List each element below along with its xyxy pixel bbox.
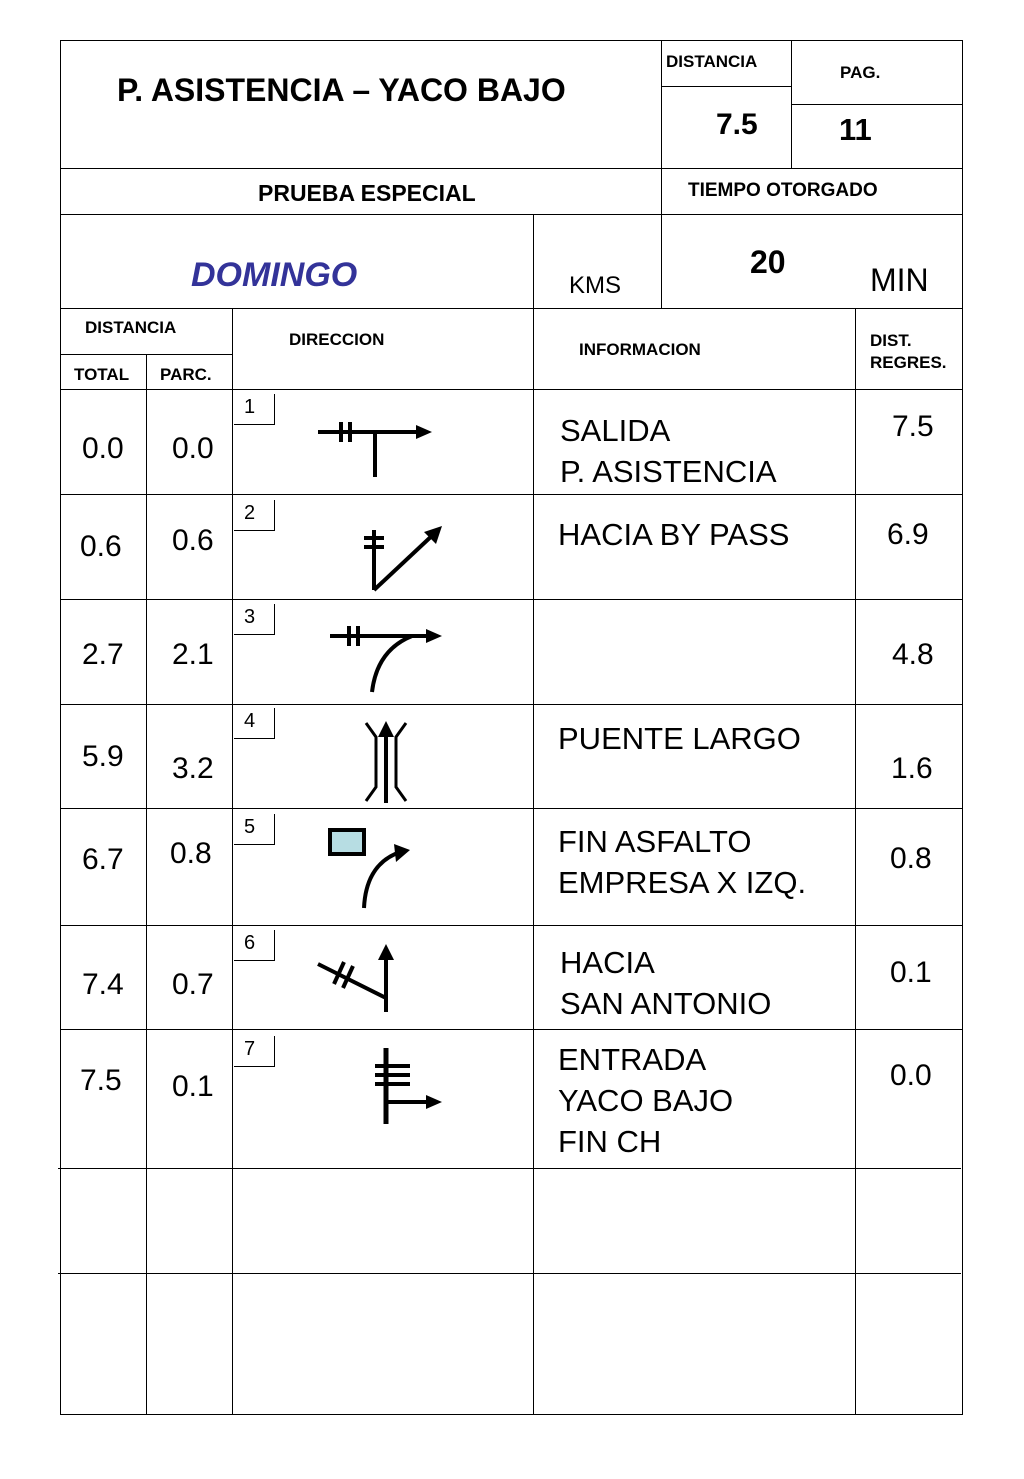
row-6-parc: 0.7	[172, 968, 214, 1001]
divider	[60, 494, 963, 495]
row-2-info	[558, 514, 789, 555]
row-5-total: 6.7	[82, 843, 124, 876]
divider	[533, 308, 534, 1415]
row-2-number-box	[234, 500, 275, 531]
row-7-number: 7	[244, 1038, 256, 1060]
distance-value: 7.5	[716, 108, 758, 141]
col-informacion: INFORMACION	[579, 340, 701, 359]
min-label: MIN	[870, 262, 929, 298]
row-2-info-line1: HACIA BY PASS	[558, 517, 790, 552]
row-3-number-box	[234, 604, 275, 635]
row-5-parc: 0.8	[170, 837, 212, 870]
divider	[232, 308, 233, 1415]
divider	[791, 104, 963, 105]
row-5-info-line2: EMPRESA X IZQ.	[558, 865, 807, 900]
frame-top	[60, 40, 963, 41]
col-direccion: DIRECCION	[289, 330, 385, 349]
row-1-number-box	[234, 394, 275, 425]
row-1-info-line2: P. ASISTENCIA	[560, 454, 777, 489]
page-label: PAG.	[840, 63, 881, 82]
divider	[60, 808, 963, 809]
row-1-number: 1	[244, 396, 256, 418]
row-1-info	[560, 410, 777, 492]
divider	[533, 214, 534, 308]
divider	[60, 214, 963, 215]
fork-right-diagonal-icon	[360, 520, 450, 595]
row-7-info-line3: FIN CH	[558, 1124, 662, 1159]
building-curve-right-icon	[322, 822, 422, 914]
col-parc: PARC.	[160, 365, 212, 384]
row-2-regres: 6.9	[887, 518, 929, 551]
row-1-total: 0.0	[82, 432, 124, 465]
row-3-number: 3	[244, 606, 256, 628]
row-4-info-line1: PUENTE LARGO	[558, 721, 801, 756]
page-number: 11	[839, 112, 872, 147]
col-dist-regres-line2: REGRES.	[870, 353, 947, 372]
row-7-number-box	[234, 1036, 275, 1067]
row-3-regres: 4.8	[892, 638, 934, 671]
finish-tee-right-icon	[370, 1044, 450, 1128]
row-7-total: 7.5	[80, 1064, 122, 1097]
row-4-parc: 3.2	[172, 752, 214, 785]
row-4-number-box	[234, 708, 275, 739]
divider	[60, 168, 963, 169]
row-7-regres: 0.0	[890, 1059, 932, 1092]
day-label: DOMINGO	[191, 256, 358, 294]
row-4-total: 5.9	[82, 740, 124, 773]
start-tee-right-icon	[310, 415, 440, 485]
row-2-total: 0.6	[80, 530, 122, 563]
time-value: 20	[750, 244, 786, 280]
frame-bottom	[60, 1414, 963, 1415]
kms-label: KMS	[569, 272, 622, 299]
row-5-info	[558, 821, 806, 903]
distance-label: DISTANCIA	[666, 52, 758, 71]
divider	[146, 354, 147, 1415]
divider	[58, 1168, 961, 1169]
row-4-info	[558, 718, 801, 759]
row-5-info-line1: FIN ASFALTO	[558, 824, 752, 859]
col-dist-regres	[870, 330, 947, 374]
curve-right-icon	[322, 620, 452, 695]
junction-straight-icon	[312, 940, 402, 1016]
row-1-info-line1: SALIDA	[560, 413, 671, 448]
row-6-regres: 0.1	[890, 956, 932, 989]
time-label: TIEMPO OTORGADO	[688, 180, 878, 201]
row-7-info-line2: YACO BAJO	[558, 1083, 734, 1118]
col-total: TOTAL	[74, 365, 130, 384]
row-6-total: 7.4	[82, 968, 124, 1001]
divider	[60, 704, 963, 705]
row-5-number-box	[234, 814, 275, 845]
divider	[58, 1273, 961, 1274]
divider	[60, 389, 963, 390]
stage-label: PRUEBA ESPECIAL	[258, 180, 476, 206]
col-distancia: DISTANCIA	[85, 318, 177, 337]
divider	[60, 308, 963, 309]
row-3-parc: 2.1	[172, 638, 214, 671]
page-title: P. ASISTENCIA – YACO BAJO	[117, 72, 566, 108]
divider	[60, 925, 963, 926]
row-4-number: 4	[244, 710, 256, 732]
divider	[60, 599, 963, 600]
row-2-number: 2	[244, 502, 256, 524]
frame-right	[962, 40, 963, 1415]
row-7-info	[558, 1039, 733, 1162]
row-7-parc: 0.1	[172, 1070, 214, 1103]
divider	[855, 308, 856, 1415]
divider	[661, 40, 662, 308]
divider	[661, 86, 791, 87]
row-6-info-line1: HACIA	[560, 945, 655, 980]
row-5-number: 5	[244, 816, 256, 838]
bridge-straight-icon	[358, 715, 414, 807]
row-3-total: 2.7	[82, 638, 124, 671]
row-6-info-line2: SAN ANTONIO	[560, 986, 772, 1021]
row-6-number-box	[234, 930, 275, 961]
row-2-parc: 0.6	[172, 524, 214, 557]
row-1-parc: 0.0	[172, 432, 214, 465]
col-dist-regres-line1: DIST.	[870, 331, 912, 350]
row-7-info-line1: ENTRADA	[558, 1042, 707, 1077]
row-1-regres: 7.5	[892, 410, 934, 443]
row-6-info	[560, 942, 771, 1024]
divider	[60, 1029, 963, 1030]
row-5-regres: 0.8	[890, 842, 932, 875]
row-6-number: 6	[244, 932, 256, 954]
frame-left	[60, 40, 61, 1415]
row-4-regres: 1.6	[891, 752, 933, 785]
